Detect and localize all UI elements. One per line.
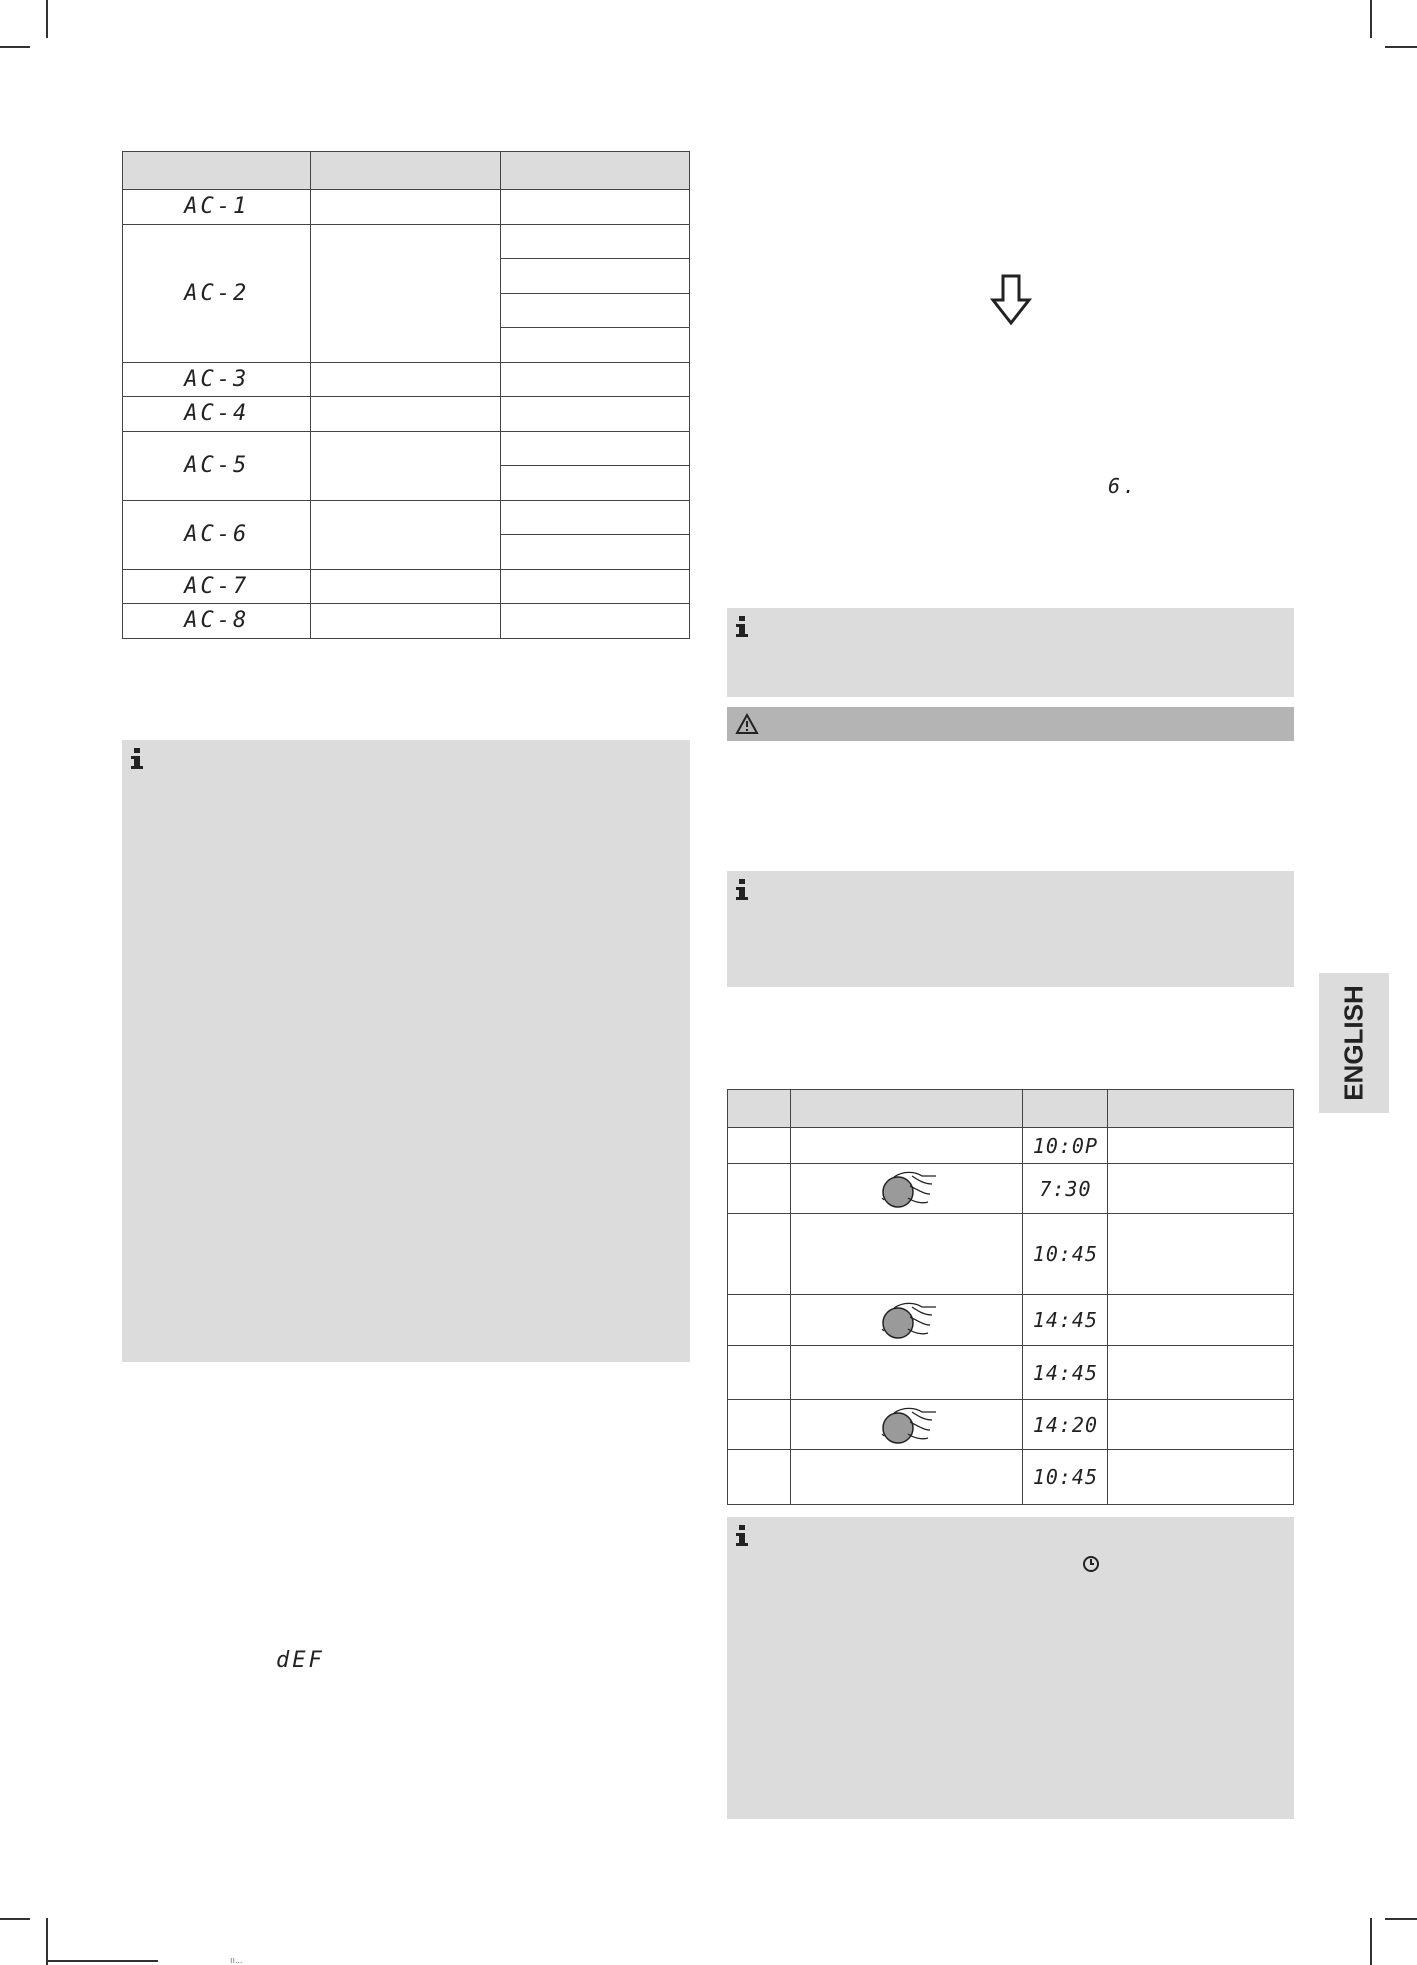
table-row — [123, 604, 690, 639]
table-cell — [1108, 1214, 1294, 1295]
table-cell — [500, 604, 689, 639]
table-header-cell — [1023, 1090, 1108, 1128]
info-icon — [735, 879, 749, 901]
footer-fragment: ıı... — [230, 1955, 243, 1965]
table-header-cell — [500, 152, 689, 190]
table-cell — [790, 1346, 1023, 1400]
info-note-box — [727, 1517, 1294, 1819]
display-readout: 7:30 — [1039, 1176, 1092, 1201]
table-cell — [500, 190, 689, 225]
table-header-cell — [311, 152, 500, 190]
info-note-box — [122, 740, 690, 1362]
table-header-cell — [1108, 1090, 1294, 1128]
table-cell — [790, 1295, 1023, 1346]
knob-hand-icon — [874, 1297, 940, 1343]
crop-mark — [1385, 46, 1417, 48]
display-cell — [1023, 1164, 1108, 1214]
table-cell — [311, 431, 500, 500]
ac-code-label: AC-5 — [184, 453, 250, 478]
info-note-box — [727, 608, 1294, 697]
table-cell — [311, 604, 500, 639]
display-readout: 14:45 — [1032, 1308, 1099, 1332]
ac-code-cell — [123, 604, 311, 639]
knob-hand-icon — [874, 1402, 940, 1448]
table-cell — [311, 500, 500, 569]
info-icon — [735, 616, 749, 638]
table-cell — [1108, 1346, 1294, 1400]
table-cell — [311, 224, 500, 362]
display-readout: 10:45 — [1032, 1465, 1099, 1489]
display-readout: 6. — [1108, 474, 1139, 498]
arrow-down-icon — [990, 274, 1032, 326]
ac-code-label: AC-8 — [184, 608, 250, 634]
table-cell — [311, 190, 500, 225]
table-cell — [790, 1214, 1023, 1295]
footer-line — [46, 1960, 158, 1962]
display-cell — [1023, 1346, 1108, 1400]
display-readout: 14:20 — [1032, 1412, 1099, 1437]
table-cell — [1108, 1450, 1294, 1505]
table-cell — [500, 397, 689, 432]
display-readout: 14:45 — [1032, 1360, 1099, 1385]
ac-mode-table — [122, 151, 690, 639]
language-tab — [1319, 973, 1389, 1113]
table-row — [728, 1295, 1294, 1346]
table-cell — [728, 1346, 791, 1400]
table-header-cell — [790, 1090, 1023, 1128]
table-cell — [728, 1164, 791, 1214]
table-cell — [790, 1400, 1023, 1450]
table-row — [728, 1450, 1294, 1505]
display-cell — [1023, 1214, 1108, 1295]
warning-bar — [727, 707, 1294, 741]
ac-code-label: AC-4 — [184, 401, 250, 427]
crop-mark — [46, 0, 48, 38]
display-readout: 10:0P — [1032, 1133, 1099, 1158]
table-cell — [500, 293, 689, 328]
table-cell — [790, 1128, 1023, 1164]
table-row — [728, 1164, 1294, 1214]
crop-mark — [1370, 1918, 1372, 1965]
table-row — [123, 190, 690, 225]
crop-mark — [0, 1918, 30, 1920]
info-icon — [735, 1525, 749, 1547]
table-cell — [728, 1295, 791, 1346]
table-cell — [790, 1450, 1023, 1505]
ac-code-cell — [123, 362, 311, 397]
timer-example-table — [727, 1089, 1294, 1505]
table-cell — [728, 1400, 791, 1450]
table-cell — [500, 500, 689, 535]
table-cell — [728, 1214, 791, 1295]
ac-code-label: AC-1 — [184, 194, 250, 220]
display-readout: dEF — [276, 1648, 325, 1673]
table-cell — [1108, 1295, 1294, 1346]
warning-icon — [735, 713, 759, 735]
table-cell — [500, 535, 689, 570]
display-cell — [1023, 1295, 1108, 1346]
ac-code-label: AC-2 — [184, 280, 250, 306]
display-cell — [1023, 1128, 1108, 1164]
info-icon — [130, 748, 144, 770]
ac-code-cell — [123, 500, 311, 569]
table-cell — [500, 569, 689, 604]
table-cell — [500, 431, 689, 466]
table-header-cell — [728, 1090, 791, 1128]
table-row — [123, 224, 690, 259]
table-cell — [311, 397, 500, 432]
table-cell — [311, 569, 500, 604]
crop-mark — [46, 1918, 48, 1965]
table-cell — [1108, 1400, 1294, 1450]
ac-code-label: AC-3 — [184, 366, 250, 392]
ac-code-label: AC-7 — [184, 573, 250, 599]
ac-code-cell — [123, 190, 311, 225]
table-row — [728, 1400, 1294, 1450]
table-cell — [728, 1450, 791, 1505]
display-readout: 10:45 — [1032, 1242, 1099, 1266]
table-row — [728, 1128, 1294, 1164]
table-cell — [500, 224, 689, 259]
display-cell — [1023, 1400, 1108, 1450]
table-cell — [728, 1128, 791, 1164]
table-row — [728, 1346, 1294, 1400]
table-row — [728, 1214, 1294, 1295]
table-row — [123, 569, 690, 604]
ac-code-cell — [123, 224, 311, 362]
table-cell — [500, 466, 689, 501]
table-header-cell — [123, 152, 311, 190]
table-cell — [1108, 1164, 1294, 1214]
table-cell — [311, 362, 500, 397]
ac-code-cell — [123, 569, 311, 604]
crop-mark — [0, 46, 30, 48]
language-tab-label: ENGLISH — [1338, 985, 1369, 1101]
ac-code-label: AC-6 — [184, 522, 250, 547]
info-note-box — [727, 871, 1294, 987]
table-cell — [1108, 1128, 1294, 1164]
ac-code-cell — [123, 431, 311, 500]
table-cell — [790, 1164, 1023, 1214]
crop-mark — [1385, 1918, 1417, 1920]
table-cell — [500, 259, 689, 294]
knob-hand-icon — [874, 1166, 940, 1212]
clock-icon — [1082, 1555, 1100, 1573]
ac-code-cell — [123, 397, 311, 432]
table-row — [123, 431, 690, 466]
table-row — [123, 500, 690, 535]
table-cell — [500, 362, 689, 397]
table-row — [123, 397, 690, 432]
table-row — [123, 362, 690, 397]
table-cell — [500, 328, 689, 363]
crop-mark — [1370, 0, 1372, 38]
display-cell — [1023, 1450, 1108, 1505]
